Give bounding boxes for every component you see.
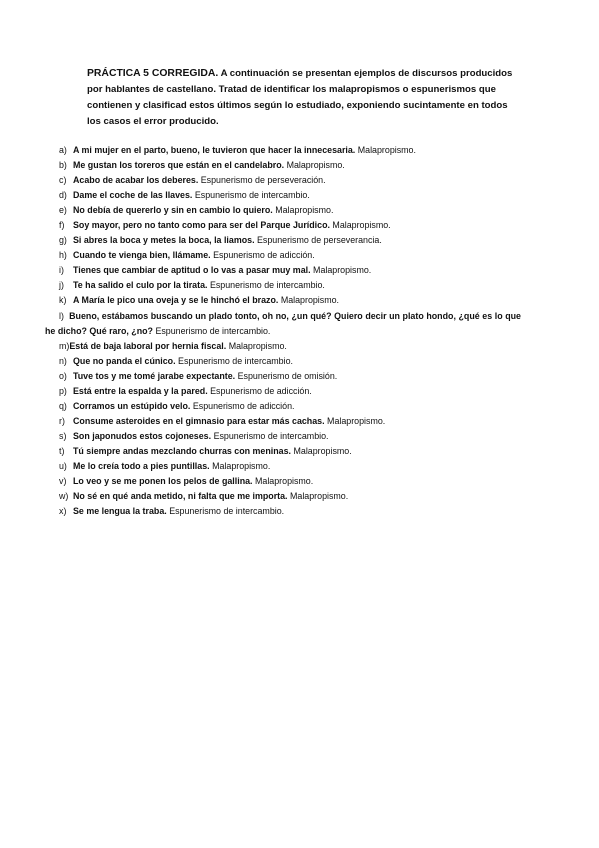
list-item (59, 339, 521, 354)
item-classification: Espunerismo de intercambio. (178, 355, 293, 366)
item-classification: Espunerismo de perseverancia. (257, 235, 382, 246)
list-item (59, 233, 521, 248)
item-classification: Espunerismo de intercambio. (169, 506, 285, 517)
item-classification: Espunerismo de intercambio. (155, 325, 271, 336)
item-classification: Malapropismo. (327, 415, 386, 426)
item-classification: Espunerismo de omisión. (237, 370, 338, 381)
item-letter: q) (59, 400, 67, 411)
item-letter: o) (59, 370, 67, 381)
list-item (59, 263, 521, 278)
list-item (59, 173, 521, 188)
item-classification: Malapropismo. (275, 205, 334, 216)
item-sentence: Soy mayor, pero no tanto como para ser del Parque Jurídico. (73, 220, 330, 231)
list-item (59, 293, 521, 308)
item-letter: v) (59, 476, 67, 487)
item-sentence: Me lo creía todo a pies puntillas. (73, 460, 210, 471)
item-sentence: Son japonudos estos cojoneses. (73, 430, 212, 441)
item-letter: u) (59, 460, 67, 471)
list-item (59, 188, 521, 203)
item-sentence: Corramos un estúpido velo. (73, 400, 191, 411)
item-classification: Espunerismo de intercambio. (213, 430, 329, 441)
list-item (45, 309, 521, 339)
list-item (59, 399, 521, 414)
item-letter: h) (59, 250, 67, 261)
item-letter: k) (59, 295, 67, 306)
list-item (59, 459, 521, 474)
item-classification: Malapropismo. (286, 160, 345, 171)
list-item (59, 444, 521, 459)
item-sentence: A María le pico una oveja y se le hinchó el brazo. (73, 295, 279, 306)
item-sentence: No sé en qué anda metido, ni falta que me importa. (73, 491, 288, 502)
item-sentence: Está de baja laboral por hernia fiscal. (69, 340, 227, 351)
exercise-instructions: A continuación se presentan ejemplos de discursos producidos por hablantes de castellano. Tratad de identificar los malapropismos o espunerismos que contienen y clasificad estos últimos según lo estudiado, exponiendo sucintamente en todos los casos el error producido. (87, 68, 513, 127)
item-sentence: Dame el coche de las llaves. (73, 190, 193, 201)
list-item (59, 384, 521, 399)
item-sentence: No debía de quererlo y sin en cambio lo quiero. (73, 205, 273, 216)
item-classification: Espunerismo de intercambio. (194, 190, 310, 201)
item-classification: Malapropismo. (255, 476, 314, 487)
item-sentence: Lo veo y se me ponen los pelos de gallina. (73, 476, 253, 487)
item-sentence: Que no panda el cúnico. (73, 355, 176, 366)
item-letter: a) (59, 145, 67, 155)
list-item (59, 143, 521, 158)
item-classification: Espunerismo de adicción. (210, 385, 312, 396)
item-sentence: Cuando te vienga bien, llámame. (73, 250, 211, 261)
exercise-title: PRÁCTICA 5 CORREGIDA. (87, 68, 219, 79)
item-letter: x) (59, 506, 67, 517)
list-item (59, 218, 521, 233)
item-sentence: Tuve tos y me tomé jarabe expectante. (73, 370, 236, 381)
item-classification: Espunerismo de adicción. (213, 250, 315, 261)
list-item (59, 429, 521, 444)
item-letter: d) (59, 190, 67, 201)
list-item (59, 489, 521, 504)
item-classification: Malapropismo. (212, 460, 271, 471)
item-letter: b) (59, 160, 67, 171)
item-classification: Malapropismo. (290, 491, 349, 502)
item-letter: j) (59, 280, 64, 291)
item-sentence: Tú siempre andas mezclando churras con meninas. (73, 445, 292, 456)
item-letter: c) (59, 175, 67, 186)
list-item (59, 474, 521, 489)
item-letter: l) (59, 310, 64, 321)
item-classification: Espunerismo de adicción. (192, 400, 295, 411)
item-letter: e) (59, 205, 67, 216)
item-sentence: Si abres la boca y metes la boca, la liamos. (73, 235, 255, 246)
item-classification: Malapropismo. (357, 145, 416, 155)
list-item (59, 248, 521, 263)
list-item (59, 369, 521, 384)
examples-list (45, 143, 521, 519)
list-item (59, 354, 521, 369)
item-sentence: A mi mujer en el parto, bueno, le tuvieron que hacer la innecesaria. (73, 145, 356, 155)
item-letter: t) (59, 445, 65, 456)
item-classification: Espunerismo de intercambio. (209, 280, 325, 291)
item-letter: s) (59, 430, 67, 441)
item-letter: f) (59, 220, 65, 231)
item-classification: Malapropismo. (228, 340, 287, 351)
item-sentence: Te ha salido el culo por la tirata. (73, 280, 208, 291)
item-classification: Malapropismo. (280, 295, 340, 306)
item-classification: Malapropismo. (332, 220, 391, 231)
list-item (59, 158, 521, 173)
item-letter: n) (59, 355, 67, 366)
item-sentence: Acabo de acabar los deberes. (73, 175, 199, 186)
item-letter: r) (59, 415, 65, 426)
list-item (59, 414, 521, 429)
list-item (59, 203, 521, 218)
item-sentence: Bueno, estábamos buscando un plado tonto, oh no, ¿un qué? Quiero decir un plato hondo, ¿qué es lo que he dicho? Qué raro, ¿no? (45, 310, 521, 336)
item-classification: Espunerismo de perseveración. (200, 175, 326, 186)
item-letter: g) (59, 235, 67, 246)
item-sentence: Consume asteroides en el gimnasio para estar más cachas. (73, 415, 325, 426)
intro-paragraph (87, 66, 515, 130)
item-classification: Malapropismo. (293, 445, 352, 456)
item-letter: m) (59, 340, 70, 351)
item-sentence: Me gustan los toreros que están en el candelabro. (73, 160, 285, 171)
list-item (59, 278, 521, 293)
item-classification: Malapropismo. (313, 265, 372, 276)
list-item (59, 504, 521, 519)
item-letter: p) (59, 385, 67, 396)
item-letter: i) (59, 265, 64, 276)
item-sentence: Tienes que cambiar de aptitud o lo vas a pasar muy mal. (73, 265, 311, 276)
item-sentence: Se me lengua la traba. (73, 506, 167, 517)
item-sentence: Está entre la espalda y la pared. (73, 385, 208, 396)
item-letter: w) (59, 491, 69, 502)
